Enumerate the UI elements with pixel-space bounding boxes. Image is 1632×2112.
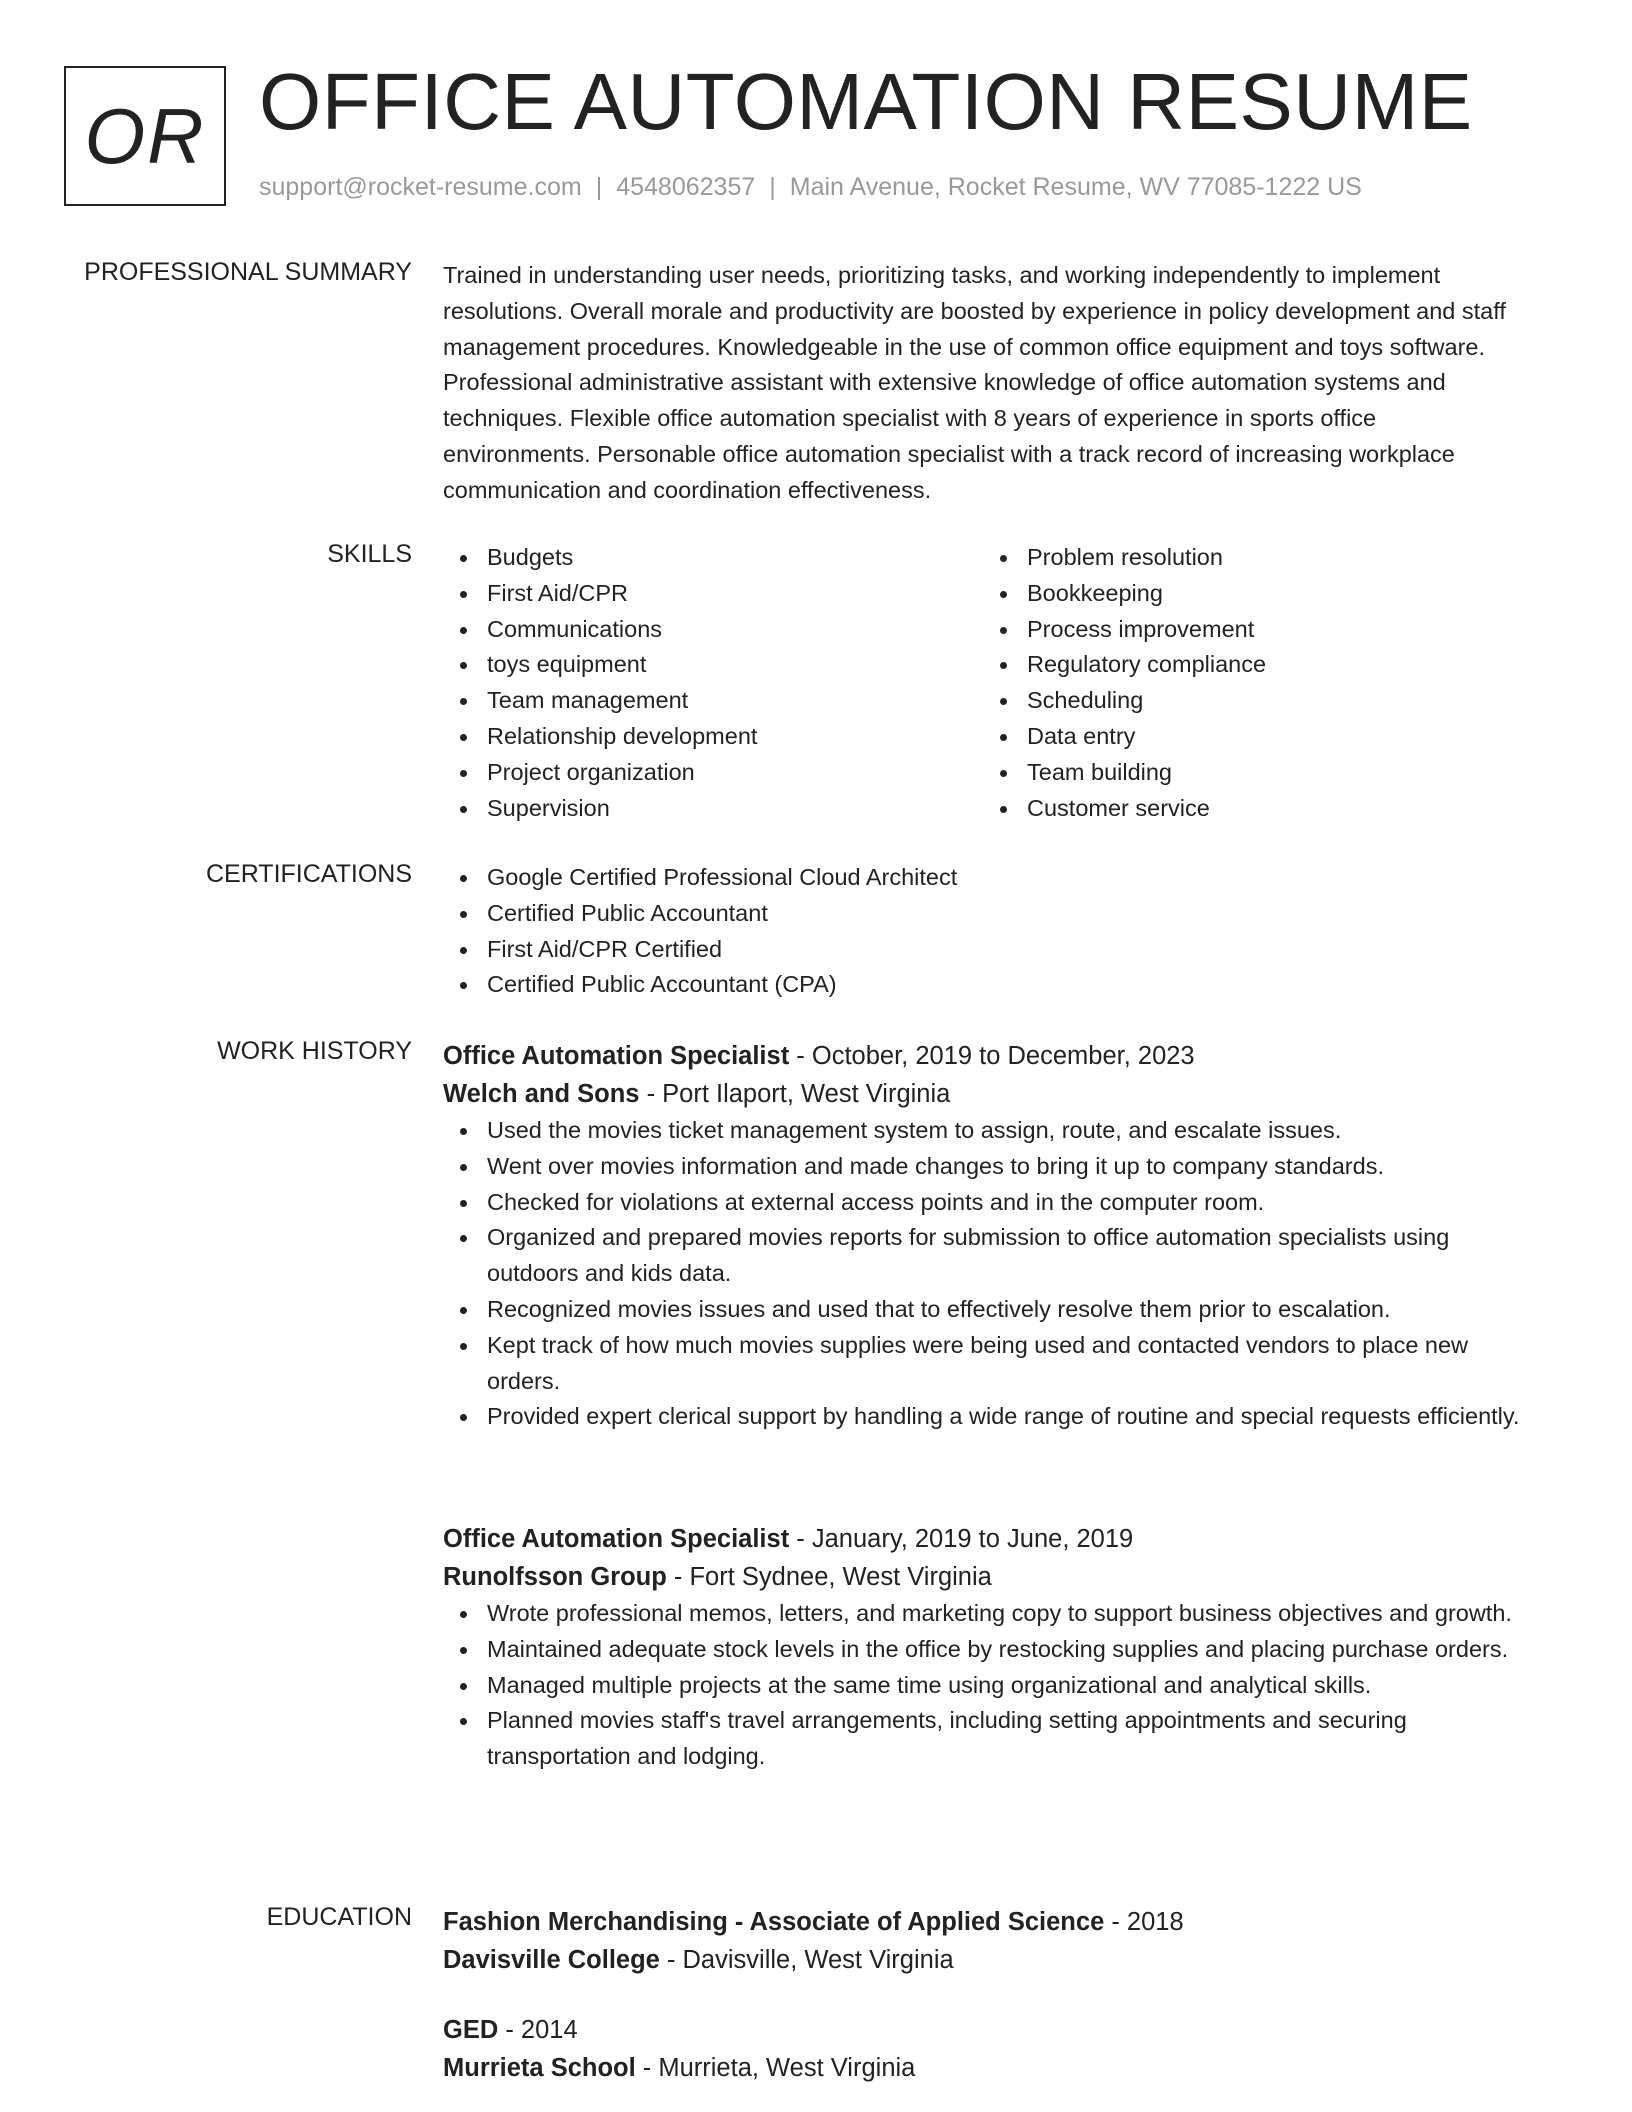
job-location: - Fort Sydnee, West Virginia [666,1563,992,1591]
skills-list-right [983,540,1523,826]
skill-item: Bookkeeping [983,576,1523,612]
job-title-line [443,1037,1523,1075]
skill-item: Regulatory compliance [983,647,1523,683]
job-bullets [443,1596,1523,1775]
job-bullet: Went over movies information and made changes to bring it up to company standards. [443,1149,1523,1185]
section-title-certifications: CERTIFICATIONS [205,860,412,888]
education-school-line [443,1941,1523,1979]
job-role: Office Automation Specialist [443,1042,790,1070]
job-company-line [443,1075,1523,1113]
job-bullet: Kept track of how much movies supplies were being used and contacted vendors to place new orders. [443,1328,1523,1400]
skill-item: Data entry [983,719,1523,755]
resume-title: OFFICE AUTOMATION RESUME [259,57,1473,146]
certification-item: First Aid/CPR Certified [443,932,1523,968]
job-bullet: Recognized movies issues and used that to effectively resolve them prior to escalation. [443,1292,1523,1328]
contact-phone[interactable]: 4548062357 [616,173,756,201]
education-degree: GED [443,2016,499,2044]
skill-item: Problem resolution [983,540,1523,576]
education-location: - Davisville, West Virginia [659,1946,954,1974]
skills-list-left [443,540,983,826]
job-bullet: Checked for violations at external access points and in the computer room. [443,1185,1523,1221]
education-degree-line [443,1903,1523,1941]
job-bullet: Used the movies ticket management system to assign, route, and escalate issues. [443,1113,1523,1149]
job-dates: - January, 2019 to June, 2019 [789,1525,1134,1553]
section-title-education: EDUCATION [266,1903,412,1931]
education-year: - 2018 [1104,1908,1184,1936]
section-title-summary: PROFESSIONAL SUMMARY [84,258,412,286]
monogram-logo: OR [64,66,226,206]
contact-line [259,173,1362,202]
certifications-list [443,860,1523,1003]
education-school: Murrieta School [443,2054,636,2082]
job-company: Welch and Sons [443,1080,640,1108]
job-bullet: Planned movies staff's travel arrangements, including setting appointments and securing transportation and lodging. [443,1703,1523,1775]
certification-item: Certified Public Accountant (CPA) [443,967,1523,1003]
skill-item: Supervision [443,791,983,827]
job-location: - Port Ilaport, West Virginia [639,1080,951,1108]
contact-address: Main Avenue, Rocket Resume, WV 77085-1222 US [789,173,1362,201]
job-bullets [443,1113,1523,1435]
job-bullet: Managed multiple projects at the same time using organizational and analytical skills. [443,1668,1523,1704]
job-bullet: Organized and prepared movies reports for submission to office automation specialists using outdoors and kids data. [443,1220,1523,1292]
education-entry [443,1903,1523,1979]
education-school: Davisville College [443,1946,660,1974]
skill-item: Team building [983,755,1523,791]
skill-item: Project organization [443,755,983,791]
summary-text: Trained in understanding user needs, prioritizing tasks, and working independently to implement resolutions. Overall morale and productivity are boosted by experience in policy development and staff management procedures. Knowledgeable in the use of common office equipment and toys software. Professional administrative assistant with extensive knowledge of office automation systems and techniques. Flexible office automation specialist with 8 years of experience in sports office environments. Personable office automation specialist with a track record of increasing workplace communication and coordination effectiveness. [443,262,1506,503]
education-school-line [443,2049,1523,2087]
skill-item: Communications [443,612,983,648]
education-degree-line [443,2011,1523,2049]
job-bullet: Maintained adequate stock levels in the office by restocking supplies and placing purchase orders. [443,1632,1523,1668]
education-year: - 2014 [498,2016,578,2044]
job-title-line [443,1520,1523,1558]
contact-email[interactable]: support@rocket-resume.com [259,173,582,201]
section-title-skills: SKILLS [327,540,412,568]
education-location: - Murrieta, West Virginia [635,2054,916,2082]
job-entry [443,1520,1523,1775]
skill-item: Process improvement [983,612,1523,648]
job-company: Runolfsson Group [443,1563,667,1591]
skill-item: Scheduling [983,683,1523,719]
education-degree: Fashion Merchandising - Associate of Applied Science [443,1908,1105,1936]
job-bullet: Provided expert clerical support by handling a wide range of routine and special requests efficiently. [443,1399,1523,1435]
contact-separator: | [769,173,776,201]
section-title-work-history: WORK HISTORY [217,1037,412,1065]
certification-item: Certified Public Accountant [443,896,1523,932]
job-bullet: Wrote professional memos, letters, and marketing copy to support business objectives and growth. [443,1596,1523,1632]
skill-item: Relationship development [443,719,983,755]
job-role: Office Automation Specialist [443,1525,790,1553]
education-entry [443,2011,1523,2087]
skill-item: Customer service [983,791,1523,827]
skill-item: Team management [443,683,983,719]
job-company-line [443,1558,1523,1596]
job-dates: - October, 2019 to December, 2023 [789,1042,1195,1070]
skill-item: Budgets [443,540,983,576]
contact-separator: | [595,173,603,201]
certification-item: Google Certified Professional Cloud Architect [443,860,1523,896]
skill-item: First Aid/CPR [443,576,983,612]
job-entry [443,1037,1523,1435]
skill-item: toys equipment [443,647,983,683]
